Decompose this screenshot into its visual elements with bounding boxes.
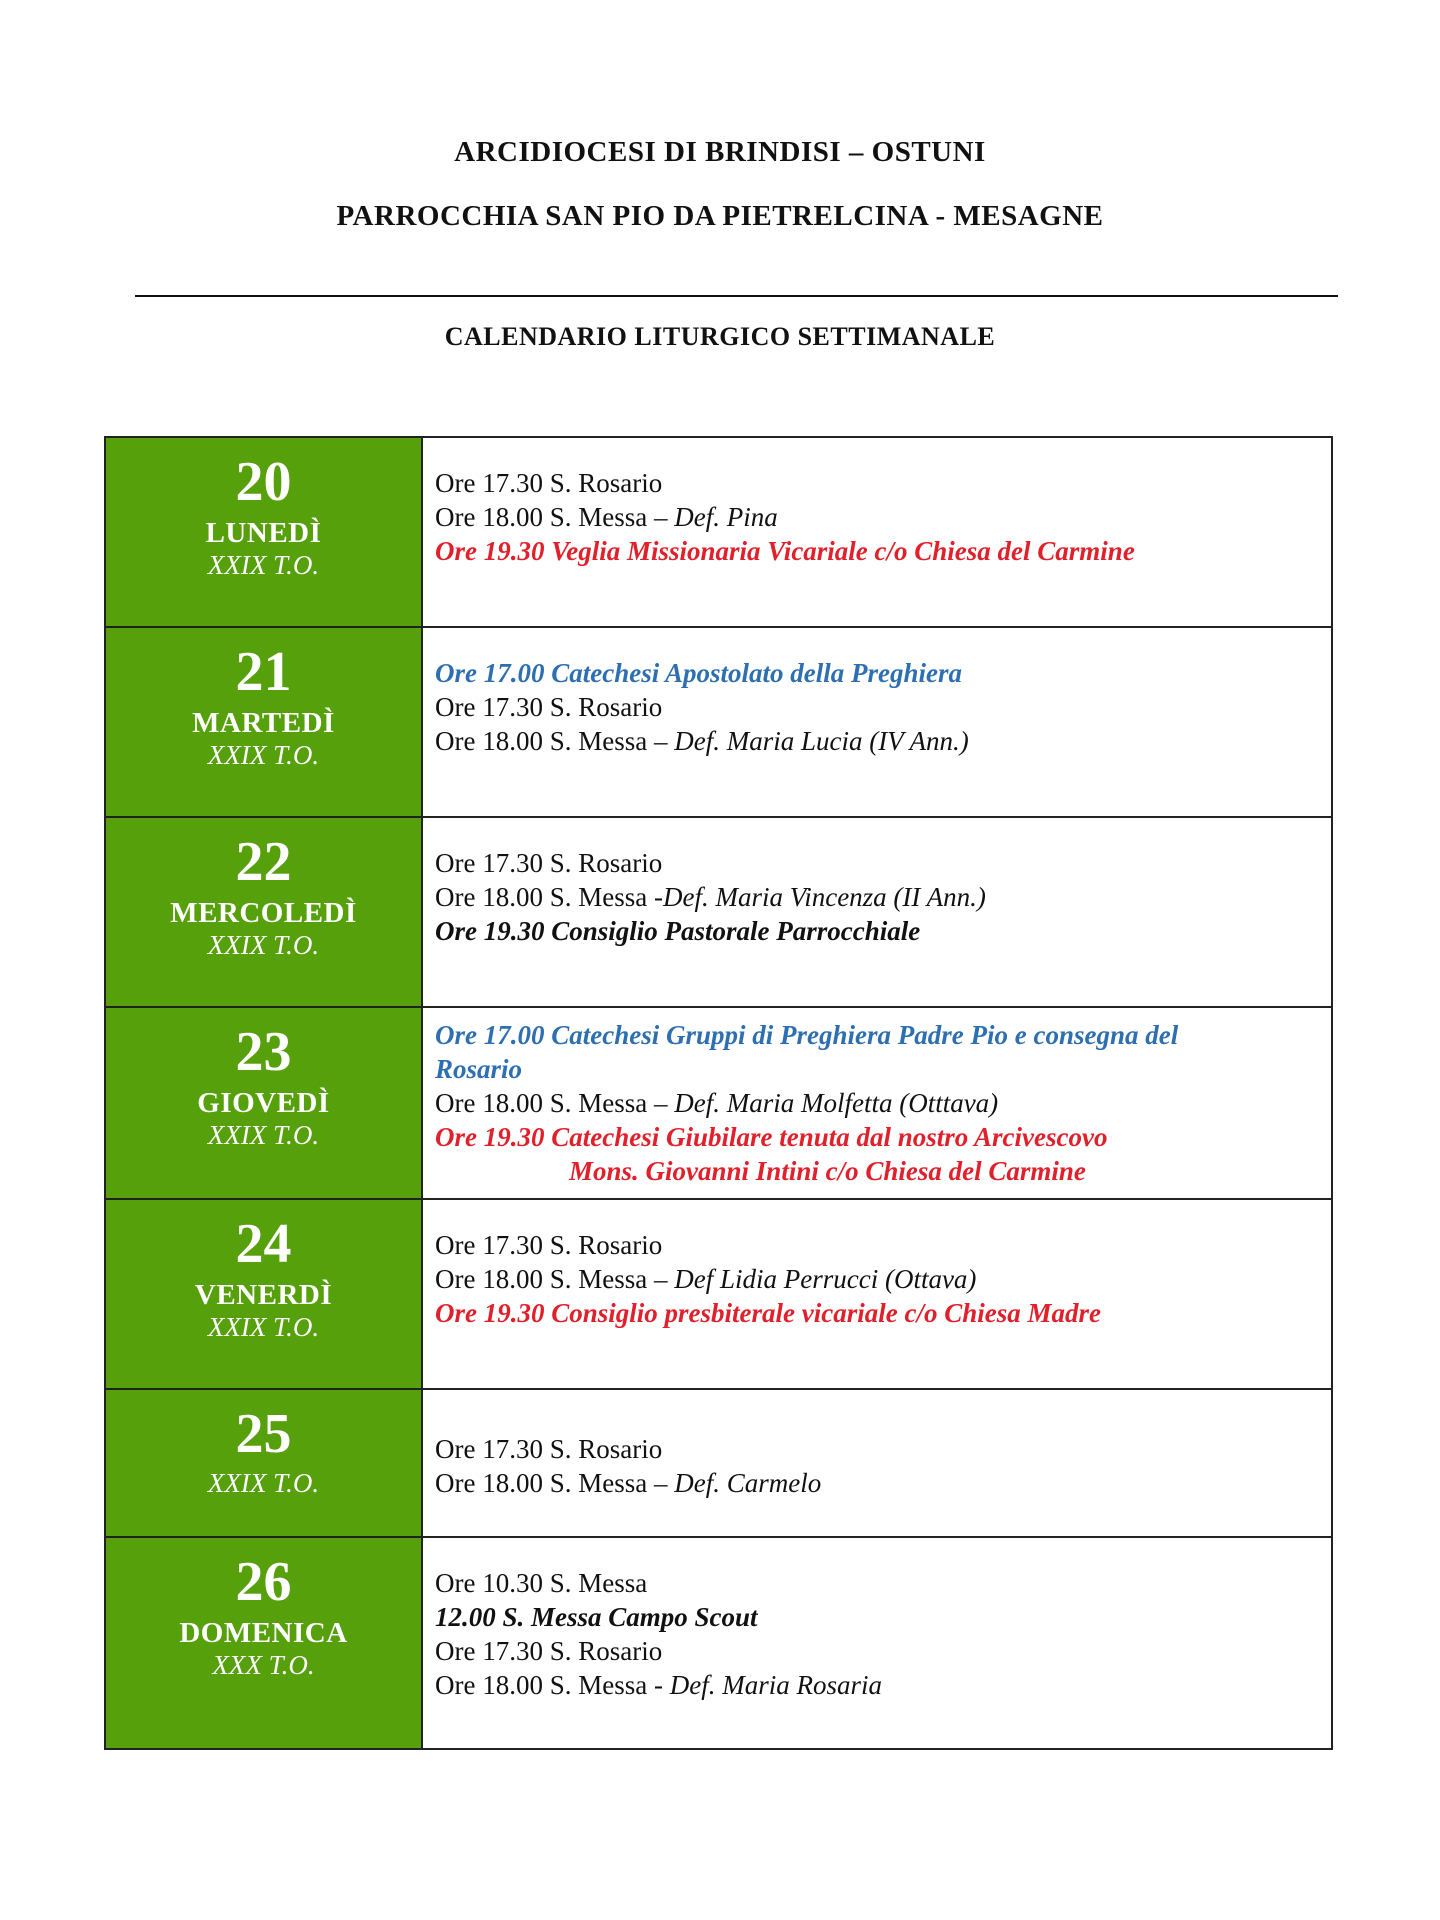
event-line: Ore 18.00 S. Messa – Def. Maria Lucia (IV Ann.) xyxy=(435,726,969,756)
header-diocese: ARCIDIOCESI DI BRINDISI – OSTUNI xyxy=(454,136,986,168)
day-row-21 xyxy=(105,627,1332,817)
day-cell xyxy=(105,437,422,627)
liturgical-season: XXX T.O. xyxy=(212,1650,315,1680)
day-name: VENERDÌ xyxy=(194,1279,333,1311)
event-line-highlight: Ore 17.00 Catechesi Apostolato della Preghiera xyxy=(435,658,962,688)
header-parish: PARROCCHIA SAN PIO DA PIETRELCINA - MESAGNE xyxy=(336,200,1104,232)
event-line: Ore 18.00 S. Messa – Def Lidia Perrucci (Ottava) xyxy=(435,1264,977,1294)
event-line: Ore 18.00 S. Messa – Def. Pina xyxy=(435,502,778,532)
event-line-highlight: Ore 19.30 Veglia Missionaria Vicariale c/o Chiesa del Carmine xyxy=(435,536,1135,566)
day-name: MARTEDÌ xyxy=(192,707,335,739)
liturgical-season: XXIX T.O. xyxy=(207,550,320,580)
day-row-26 xyxy=(105,1537,1332,1749)
event-line: Ore 17.30 S. Rosario xyxy=(435,1636,663,1666)
header-divider xyxy=(135,295,1338,297)
day-number: 26 xyxy=(235,1551,292,1613)
day-cell xyxy=(105,1537,422,1749)
page-title: CALENDARIO LITURGICO SETTIMANALE xyxy=(444,322,996,351)
events-cell xyxy=(422,437,1332,627)
day-row-22 xyxy=(105,817,1332,1007)
liturgical-calendar-table xyxy=(104,436,1333,1750)
events-cell xyxy=(422,1199,1332,1389)
day-number: 20 xyxy=(235,451,292,513)
event-line-highlight: Ore 19.30 Catechesi Giubilare tenuta dal nostro Arcivescovo xyxy=(435,1122,1108,1152)
event-line-highlight: Ore 19.30 Consiglio Pastorale Parrocchiale xyxy=(435,916,921,946)
day-cell xyxy=(105,1007,422,1199)
event-line: Ore 17.30 S. Rosario xyxy=(435,692,663,722)
events-cell xyxy=(422,1007,1332,1199)
day-cell xyxy=(105,627,422,817)
day-number: 25 xyxy=(235,1403,292,1465)
day-name: LUNEDÌ xyxy=(205,517,322,549)
liturgical-season: XXIX T.O. xyxy=(207,1120,320,1150)
event-line: Ore 10.30 S. Messa xyxy=(435,1568,648,1598)
day-cell xyxy=(105,1199,422,1389)
day-name: GIOVEDÌ xyxy=(197,1087,330,1119)
event-line-highlight: Ore 17.00 Catechesi Gruppi di Preghiera Padre Pio e consegna del xyxy=(435,1020,1179,1050)
day-number: 21 xyxy=(235,641,292,703)
events-cell xyxy=(422,817,1332,1007)
day-name: DOMENICA xyxy=(179,1617,348,1649)
event-line: Ore 17.30 S. Rosario xyxy=(435,1434,663,1464)
event-line: Ore 18.00 S. Messa – Def. Carmelo xyxy=(435,1468,822,1498)
liturgical-season: XXIX T.O. xyxy=(207,1468,320,1498)
day-row-23 xyxy=(105,1007,1332,1199)
day-row-24 xyxy=(105,1199,1332,1389)
events-cell xyxy=(422,627,1332,817)
day-row-20 xyxy=(105,437,1332,627)
event-line: Ore 18.00 S. Messa - Def. Maria Rosaria xyxy=(435,1670,882,1700)
events-cell xyxy=(422,1537,1332,1749)
day-name: MERCOLEDÌ xyxy=(170,897,357,929)
day-number: 22 xyxy=(235,831,292,893)
event-line-highlight: 12.00 S. Messa Campo Scout xyxy=(435,1602,758,1632)
day-number: 23 xyxy=(235,1021,292,1083)
day-row-25 xyxy=(105,1389,1332,1537)
liturgical-season: XXIX T.O. xyxy=(207,1312,320,1342)
event-line: Ore 17.30 S. Rosario xyxy=(435,1230,663,1260)
liturgical-season: XXIX T.O. xyxy=(207,930,320,960)
liturgical-season: XXIX T.O. xyxy=(207,740,320,770)
event-line-highlight: Mons. Giovanni Intini c/o Chiesa del Carmine xyxy=(569,1156,1086,1186)
event-line: Ore 17.30 S. Rosario xyxy=(435,848,663,878)
event-line: Ore 18.00 S. Messa -Def. Maria Vincenza (II Ann.) xyxy=(435,882,986,912)
event-line-highlight: Ore 19.30 Consiglio presbiterale vicariale c/o Chiesa Madre xyxy=(435,1298,1101,1328)
day-cell xyxy=(105,1389,422,1537)
event-line: Ore 18.00 S. Messa – Def. Maria Molfetta (Otttava) xyxy=(435,1088,999,1118)
event-line-highlight: Rosario xyxy=(435,1054,523,1084)
day-number: 24 xyxy=(235,1213,292,1275)
events-cell xyxy=(422,1389,1332,1537)
day-cell xyxy=(105,817,422,1007)
event-line: Ore 17.30 S. Rosario xyxy=(435,468,663,498)
